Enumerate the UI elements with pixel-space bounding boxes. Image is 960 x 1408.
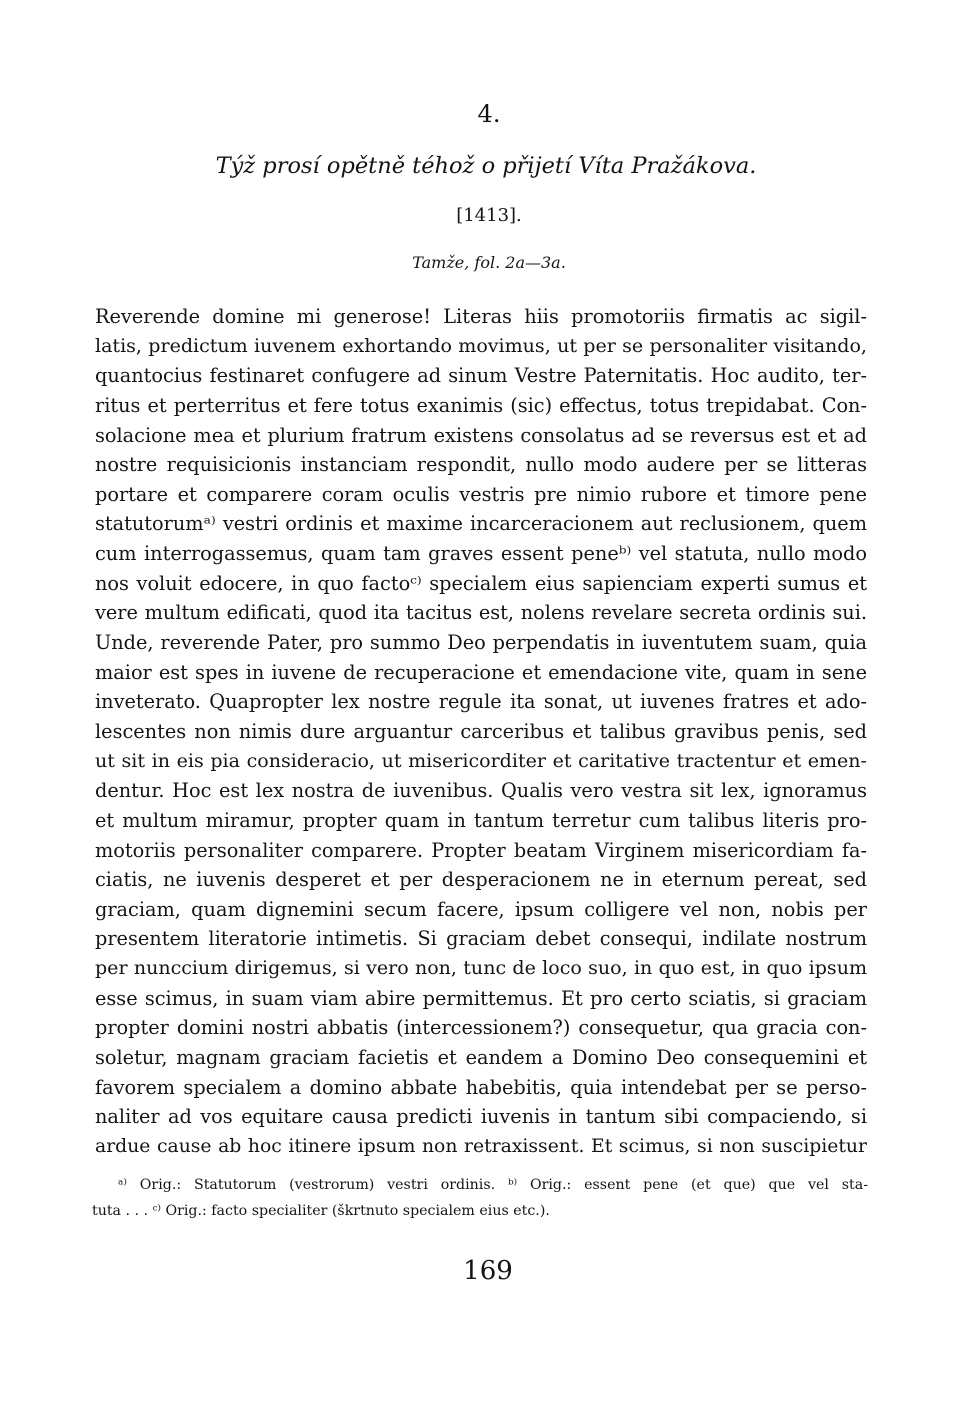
body-line: nostre requisicionis instanciam respondit, nullo modo audere per se litteras (95, 453, 867, 477)
body-line: statutorumᵃ⁾ vestri ordinis et maxime incarceracionem aut reclusionem, quem (95, 512, 867, 536)
body-line: ardue cause ab hoc itinere ipsum non retraxissent. Et scimus, si non suscipietur (95, 1135, 867, 1157)
body-line: propter domini nostri abbatis (intercessionem?) consequetur, qua gracia con- (95, 1016, 867, 1040)
body-line: motoriis personaliter comparere. Propter beatam Virginem misericordiam fa- (95, 838, 867, 862)
body-line: nos voluit edocere, in quo factoᶜ⁾ specialem eius sapienciam experti sumus et (95, 571, 867, 595)
document-number: 4. (477, 100, 501, 128)
body-line: ut sit in eis pia consideracio, ut misericorditer et caritative tractentur et emen- (95, 749, 867, 772)
body-line: favorem specialem a domino abbate habebitis, quia intendebat per se perso- (95, 1075, 867, 1099)
footnotes (92, 1172, 868, 1224)
body-line: latis, predictum iuvenem exhortando movimus, ut per se personaliter visitando, (95, 334, 867, 357)
footnote-line: tuta . . . ᶜ⁾ Orig.: facto specialiter (škrtnuto specialem eius etc.). (92, 1203, 550, 1219)
body-line: vere multum edificati, quod ita tacitus est, nolens revelare secreta ordinis sui. (95, 601, 867, 625)
document-source-reference: Tamže, fol. 2a—3a. (412, 253, 566, 272)
body-line: ciatis, ne iuvenis desperet et per desperacionem ne in eternum pereat, sed (95, 868, 867, 892)
page-number: 169 (463, 1256, 513, 1286)
body-line: presentem literatorie intimetis. Si graciam debet consequi, indilate nostrum (95, 927, 867, 951)
body-line: portare et comparere coram oculis vestris pre nimio rubore et timore pene (95, 482, 867, 506)
document-title: Týž prosí opětně téhož o přijetí Víta Pražákova. (215, 153, 757, 179)
body-line: Unde, reverende Pater, pro summo Deo perpendatis in iuventutem suam, quia (95, 631, 867, 655)
body-line: et multum miramur, propter quam in tantum terretur cum talibus literis pro- (95, 808, 867, 832)
body-line: lescentes non nimis dure arguantur carceribus et talibus gravibus penis, sed (95, 719, 867, 743)
body-line: maior est spes in iuvene de recuperacione et emendacione vite, quam in sene (95, 660, 867, 684)
body-line: Reverende domine mi generose! Literas hiis promotoriis firmatis ac sigil- (95, 305, 867, 328)
body-line: per nunccium dirigemus, si vero non, tunc de loco suo, in quo est, in quo ipsum (95, 957, 867, 980)
body-line: quantocius festinaret confugere ad sinum Vestre Paternitatis. Hoc audito, ter- (95, 364, 867, 388)
body-line: dentur. Hoc est lex nostra de iuvenibus. Qualis vero vestra sit lex, ignoramus (95, 779, 867, 803)
document-date: [1413]. (456, 205, 522, 226)
body-line: solacione mea et plurium fratrum existens consolatus ad se reversus est et ad (95, 423, 867, 447)
body-line: graciam, quam dignemini secum facere, ipsum colligere vel non, nobis per (95, 897, 867, 921)
body-line: cum interrogassemus, quam tam graves essent peneᵇ⁾ vel statuta, nullo modo (95, 542, 867, 566)
body-line: naliter ad vos equitare causa predicti iuvenis in tantum sibi compaciendo, si (95, 1105, 867, 1129)
body-line: inveterato. Quapropter lex nostre regule ita sonat, ut iuvenes fratres et ado- (95, 690, 867, 714)
letter-body-text (95, 302, 867, 1162)
footnote-line: ᵃ⁾ Orig.: Statutorum (vestrorum) vestri ordinis. ᵇ⁾ Orig.: essent pene (et que) que vel sta- (118, 1177, 868, 1193)
body-line: soletur, magnam graciam facietis et eandem a Domino Deo consequemini et (95, 1046, 867, 1070)
body-line: esse scimus, in suam viam abire permittemus. Et pro certo sciatis, si graciam (95, 986, 867, 1010)
body-line: ritus et perterritus et fere totus exanimis (sic) effectus, totus trepidabat. Con- (95, 393, 867, 417)
